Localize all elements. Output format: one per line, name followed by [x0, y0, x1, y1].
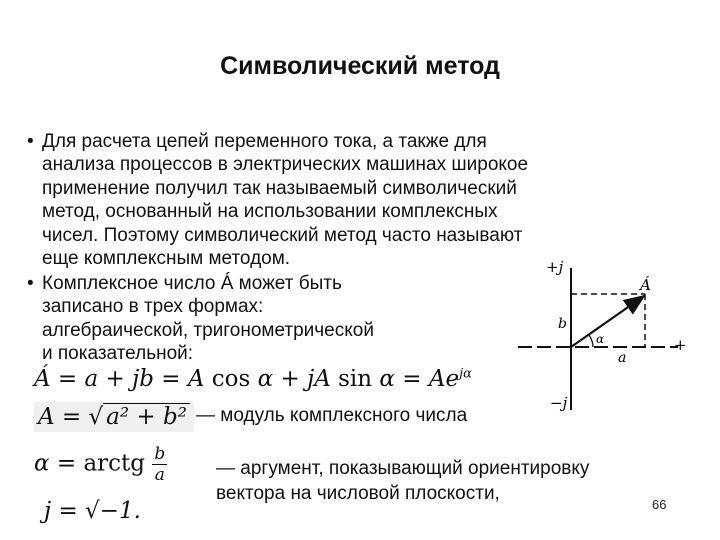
bullet-1-line: еще комплексным методом.	[42, 248, 291, 269]
formula-exponent: jα	[459, 366, 472, 382]
label-plus-axis: +	[674, 336, 687, 354]
arctg-function: arctg	[83, 450, 145, 477]
argument-fraction	[152, 444, 167, 485]
argument-note-line: — аргумент, показывающий ориентировку	[216, 458, 590, 479]
bullet-1-line: Для расчета цепей переменного тока, а также для	[42, 131, 487, 152]
imaginary-unit-formula: j = √−1.	[44, 498, 141, 524]
modulus-radicand: a² + b²	[103, 403, 190, 430]
vector-arrow	[571, 296, 644, 347]
bullet-1-line: метод, основанный на использовании комплексных	[42, 201, 498, 222]
label-minus-j: −j	[550, 394, 568, 412]
argument-lhs: α =	[34, 450, 77, 477]
fraction-numerator: b	[154, 444, 166, 464]
complex-plane-diagram	[510, 250, 690, 420]
bullet-2-line: записано в трех формах:	[42, 296, 264, 317]
formula-lhs: Á = a + jb = A	[34, 366, 205, 392]
bullet-1-line: применение получил так называемый символический	[42, 178, 517, 199]
fraction-denominator: a	[154, 465, 165, 485]
argument-formula	[34, 444, 167, 485]
page-number: 66	[652, 497, 667, 512]
bullet-2-line: Комплексное число Á может быть	[42, 273, 342, 294]
formula-cos: cos	[211, 366, 251, 392]
label-a: a	[618, 350, 627, 366]
formula-alpha-term: α + jA	[257, 366, 331, 392]
modulus-note: — модуль комплексного числа	[196, 405, 468, 426]
argument-note-line: вектора на числовой плоскости,	[216, 483, 500, 504]
label-alpha: α	[596, 332, 605, 346]
bullet-marker: •	[27, 131, 34, 152]
bullet-1-line: анализа процессов в электрических машинах широкое	[42, 154, 529, 175]
modulus-lhs: A =	[38, 404, 82, 430]
modulus-formula	[34, 402, 194, 432]
label-plus-j: +j	[546, 258, 564, 276]
complex-number-forms-formula	[34, 366, 472, 392]
sqrt-sign: √	[88, 404, 104, 430]
label-vector: Á	[640, 276, 651, 294]
bullet-marker: •	[27, 273, 34, 294]
angle-arc	[589, 335, 593, 347]
formula-sin: sin	[338, 366, 373, 392]
bullet-2-line: и показательной:	[42, 343, 194, 364]
formula-exp-term: α = Ae	[379, 366, 460, 392]
bullet-1-line: чисел. Поэтому символический метод часто называют	[42, 225, 523, 246]
label-b: b	[558, 316, 567, 332]
bullet-2-line: алгебраической, тригонометрической	[42, 320, 374, 341]
slide-title: Символический метод	[220, 52, 500, 80]
